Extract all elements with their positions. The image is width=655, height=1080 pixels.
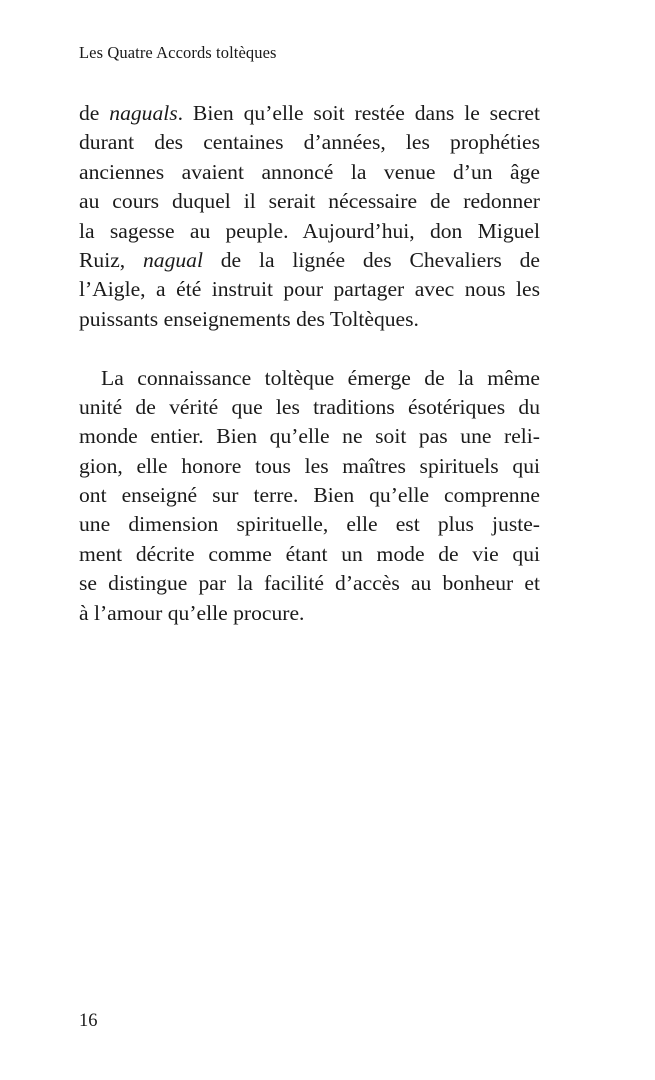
text-line: anciennes avaient annoncé la venue d’un âge: [79, 159, 540, 184]
text-line: unité de vérité que les traditions ésotériques du: [79, 394, 540, 419]
text-line: ment décrite comme étant un mode de vie qui: [79, 541, 540, 566]
text-line: l’Aigle, a été instruit pour partager avec nous les: [79, 277, 540, 302]
text-line: La connaissance toltèque émerge de la même: [101, 365, 540, 390]
text-line: se distingue par la facilité d’accès au bonheur et: [79, 571, 540, 596]
text-line: Ruiz, nagual de la lignée des Chevaliers de: [79, 247, 540, 272]
running-header: Les Quatre Accords toltèques: [79, 43, 277, 62]
text-line: de naguals. Bien qu’elle soit restée dans le secret: [79, 101, 541, 125]
page-number: 16: [79, 1011, 98, 1031]
text-line: durant des centaines d’années, les prophéties: [79, 130, 540, 155]
text-line: gion, elle honore tous les maîtres spirituels qui: [79, 453, 540, 478]
text-line: ont enseigné sur terre. Bien qu’elle comprenne: [79, 483, 540, 508]
text-line: une dimension spirituelle, elle est plus juste-: [79, 512, 540, 537]
paragraph-spacer: [79, 334, 540, 363]
text-line: puissants enseignements des Toltèques.: [79, 306, 419, 331]
text-line: la sagesse au peuple. Aujourd’hui, don Miguel: [79, 218, 540, 243]
text-line: monde entier. Bien qu’elle ne soit pas une reli-: [79, 424, 540, 449]
paragraph: [79, 364, 540, 629]
body-text: [79, 99, 540, 628]
text-line: à l’amour qu’elle procure.: [79, 600, 305, 625]
paragraph: [79, 99, 540, 334]
text-line: au cours duquel il serait nécessaire de redonner: [79, 189, 540, 214]
